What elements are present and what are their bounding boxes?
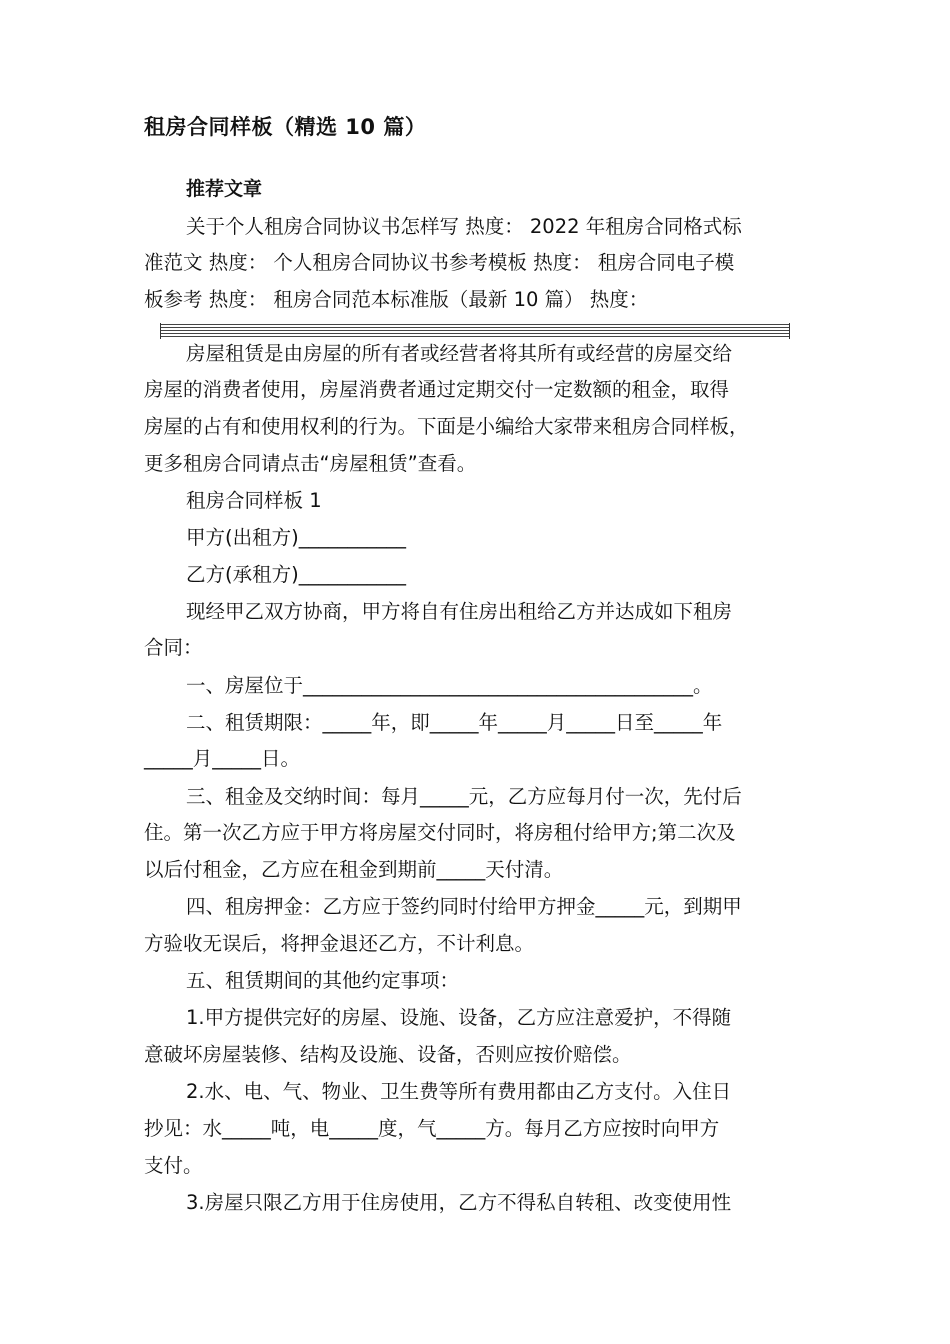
body-line: 1.甲方提供完好的房屋、设施、设备，乙方应注意爱护，不得随 xyxy=(186,1006,732,1029)
body-line: _____月_____日。 xyxy=(144,747,301,770)
body-line: 甲方(出租方)___________ xyxy=(186,526,406,549)
recommended-line: 板参考 热度： 租房合同范本标准版（最新 10 篇） 热度： xyxy=(144,288,649,311)
body-line: 五、租赁期间的其他约定事项： xyxy=(186,969,460,992)
recommended-line: 关于个人租房合同协议书怎样写 热度： 2022 年租房合同格式标 xyxy=(186,215,742,238)
body-line: 更多租房合同请点击“房屋租赁”查看。 xyxy=(144,452,477,475)
body-line: 住。第一次乙方应于甲方将房屋交付同时，将房租付给甲方;第二次及 xyxy=(144,821,736,844)
body-line: 乙方(承租方)___________ xyxy=(186,563,406,586)
body-line: 2.水、电、气、物业、卫生费等所有费用都由乙方支付。入住日 xyxy=(186,1080,732,1103)
document-title: 租房合同样板（精选 10 篇） xyxy=(144,115,427,139)
body-line: 方验收无误后，将押金退还乙方，不计利息。 xyxy=(144,932,535,955)
section-divider xyxy=(160,323,790,339)
body-line: 房屋的占有和使用权利的行为。下面是小编给大家带来租房合同样板， xyxy=(144,415,749,438)
body-line: 二、租赁期限：_____年，即_____年_____月_____日至_____年 xyxy=(186,711,723,734)
body-line: 三、租金及交纳时间：每月_____元，乙方应每月付一次，先付后 xyxy=(186,785,742,808)
body-line: 四、租房押金：乙方应于签约同时付给甲方押金_____元，到期甲 xyxy=(186,895,742,918)
body-line: 3.房屋只限乙方用于住房使用，乙方不得私自转租、改变使用性 xyxy=(186,1191,732,1214)
body-line: 支付。 xyxy=(144,1154,203,1177)
body-line: 现经甲乙双方协商，甲方将自有住房出租给乙方并达成如下租房 xyxy=(186,600,733,623)
body-line: 抄见：水_____吨，电_____度，气_____方。每月乙方应按时向甲方 xyxy=(144,1117,720,1140)
body-line: 意破坏房屋装修、结构及设施、设备，否则应按价赔偿。 xyxy=(144,1043,632,1066)
body-line: 房屋租赁是由房屋的所有者或经营者将其所有或经营的房屋交给 xyxy=(186,342,733,365)
recommended-articles-heading: 推荐文章 xyxy=(186,178,263,200)
body-line: 一、房屋位于________________________________________。 xyxy=(186,674,713,697)
body-line: 房屋的消费者使用，房屋消费者通过定期交付一定数额的租金，取得 xyxy=(144,378,730,401)
body-line: 以后付租金，乙方应在租金到期前_____天付清。 xyxy=(144,858,564,881)
contract-heading: 租房合同样板 1 xyxy=(186,489,322,512)
recommended-line: 准范文 热度： 个人租房合同协议书参考模板 热度： 租房合同电子模 xyxy=(144,251,735,274)
body-line: 合同： xyxy=(144,636,203,659)
